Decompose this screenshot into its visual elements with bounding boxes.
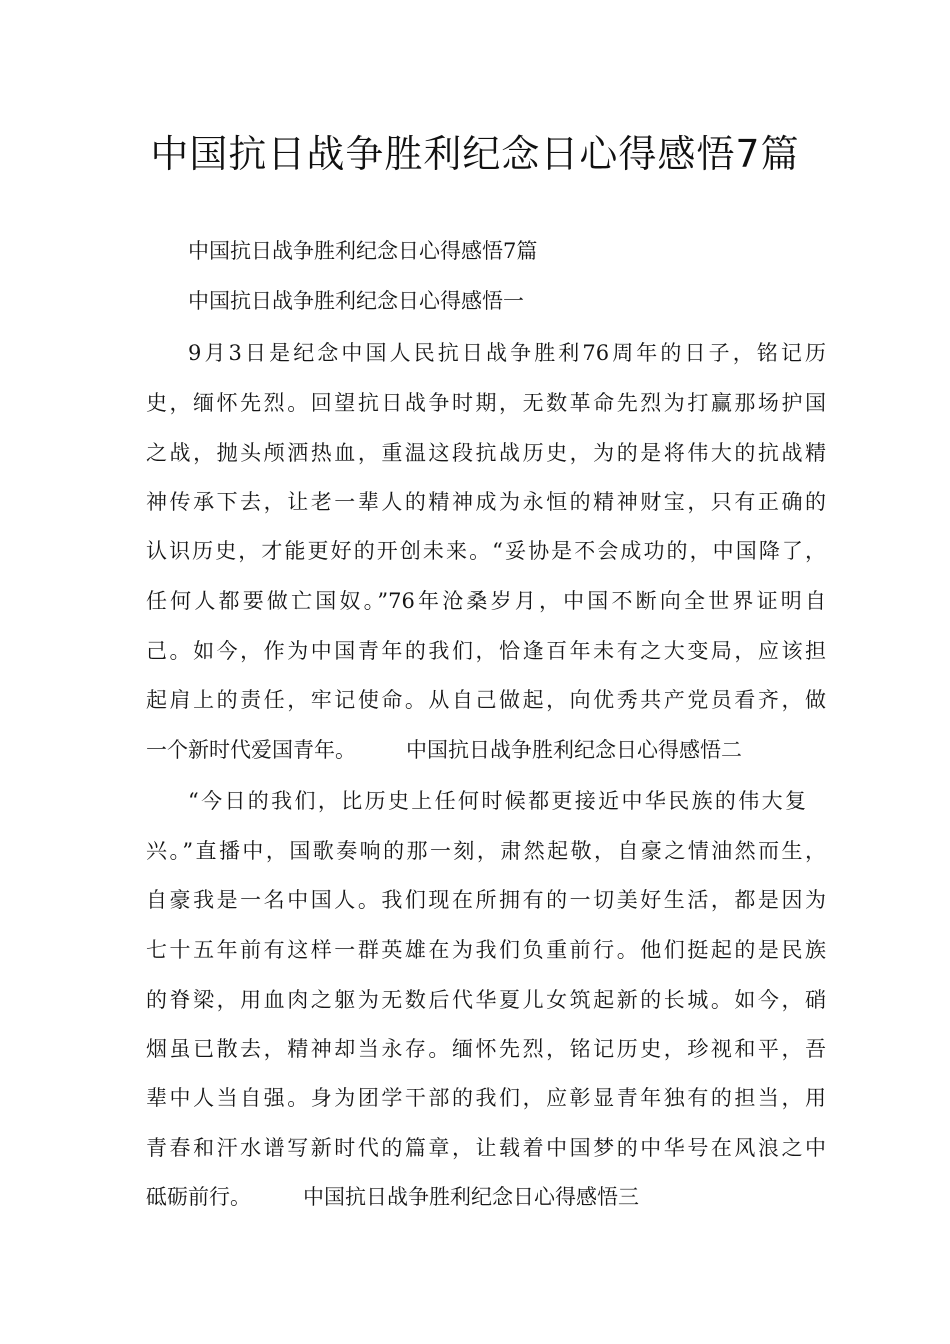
paragraph-last-line: 一个新时代爱国青年。: [146, 738, 356, 762]
paragraph-line: 9月3日是纪念中国人民抗日战争胜利76周年的日子，铭记历: [188, 341, 826, 365]
paragraph-line: 辈中人当自强。身为团学干部的我们，应彰显青年独有的担当，用: [146, 1086, 826, 1110]
paragraph-line: 的脊梁，用血肉之躯为无数后代华夏儿女筑起新的长城。如今，硝: [146, 988, 826, 1012]
paragraph-line: “今日的我们，比历史上任何时候都更接近中华民族的伟大复: [188, 789, 806, 813]
paragraph-line: 己。如今，作为中国青年的我们，恰逢百年未有之大变局，应该担: [146, 639, 826, 663]
document-subtitle: 中国抗日战争胜利纪念日心得感悟7篇: [188, 239, 538, 263]
paragraph-line: 任何人都要做亡国奴。”76年沧桑岁月，中国不断向全世界证明自: [146, 589, 826, 613]
paragraph-line: 之战，抛头颅洒热血，重温这段抗战历史，为的是将伟大的抗战精: [146, 441, 826, 465]
paragraph-line: 认识历史，才能更好的开创未来。“妥协是不会成功的，中国降了，: [146, 539, 826, 563]
section-heading-3: 中国抗日战争胜利纪念日心得感悟三: [303, 1185, 639, 1209]
paragraph-line: [146, 735, 826, 765]
document-title: 中国抗日战争胜利纪念日心得感悟7篇: [150, 132, 800, 176]
paragraph-line: 神传承下去，让老一辈人的精神成为永恒的精神财宝，只有正确的: [146, 490, 826, 514]
paragraph-line: 起肩上的责任，牢记使命。从自己做起，向优秀共产党员看齐，做: [146, 688, 826, 712]
paragraph-line: 自豪我是一名中国人。我们现在所拥有的一切美好生活，都是因为: [146, 888, 826, 912]
paragraph-line: [146, 1182, 826, 1212]
paragraph-last-line: 砥砺前行。: [146, 1185, 251, 1209]
paragraph-line: 青春和汗水谱写新时代的篇章，让载着中国梦的中华号在风浪之中: [146, 1136, 826, 1160]
paragraph-line: 烟虽已散去，精神却当永存。缅怀先烈，铭记历史，珍视和平，吾: [146, 1037, 826, 1061]
section-heading-1: 中国抗日战争胜利纪念日心得感悟一: [188, 289, 524, 313]
paragraph-line: 七十五年前有这样一群英雄在为我们负重前行。他们挺起的是民族: [146, 938, 826, 962]
section-heading-2: 中国抗日战争胜利纪念日心得感悟二: [406, 738, 742, 762]
paragraph-line: 兴。”直播中，国歌奏响的那一刻，肃然起敬，自豪之情油然而生，: [146, 839, 826, 863]
paragraph-line: 史，缅怀先烈。回望抗日战争时期，无数革命先烈为打赢那场护国: [146, 391, 826, 415]
